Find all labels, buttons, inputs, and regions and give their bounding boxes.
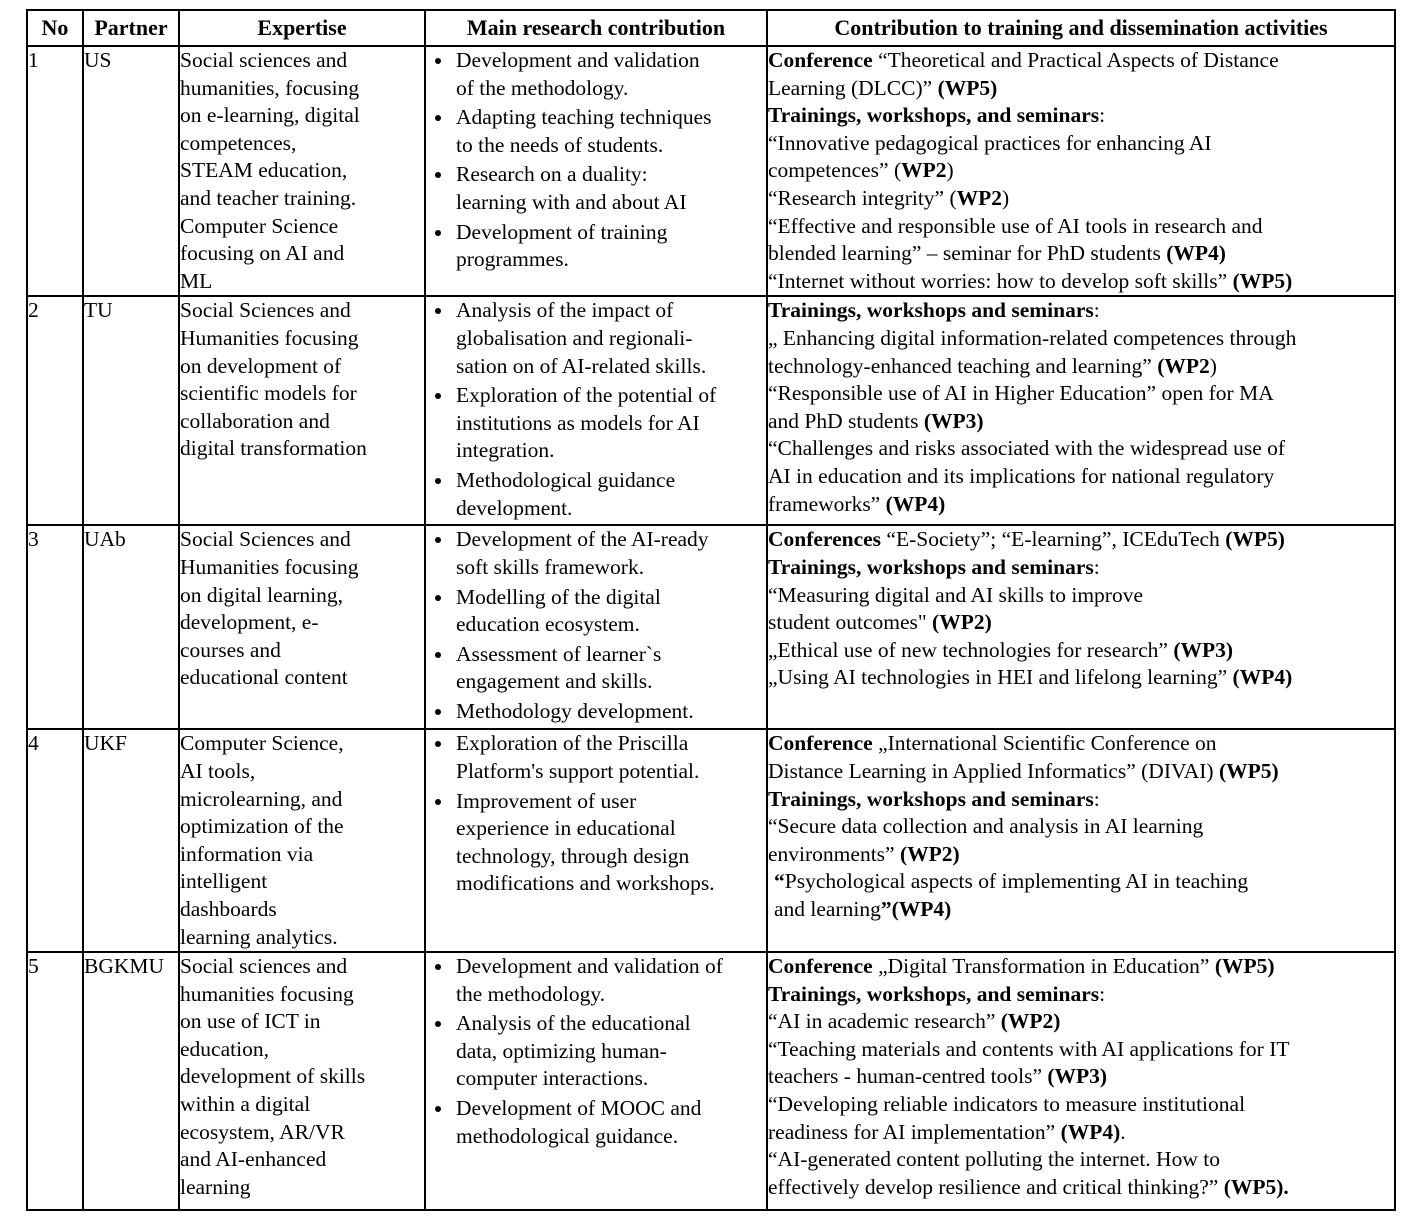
research-line: Methodological guidance	[456, 467, 676, 492]
expertise-cell	[179, 952, 425, 1210]
research-line: sation on of AI-related skills.	[456, 353, 707, 378]
research-bullet	[456, 953, 766, 1008]
conference-label: Conferences	[768, 527, 882, 552]
expertise-line: Social Sciences and	[180, 298, 351, 323]
expertise-line: scientific models for	[180, 381, 357, 406]
research-line: Improvement of user	[456, 788, 637, 813]
training-wp: (WP4)	[885, 491, 946, 516]
training-title: frameworks”	[768, 491, 886, 516]
expertise-line: microlearning, and	[180, 786, 343, 811]
training-title: „Using AI technologies in HEI and lifelong learning”	[768, 665, 1233, 690]
training-item	[768, 637, 1394, 665]
table-row	[27, 296, 1395, 525]
research-bullet	[456, 297, 766, 380]
research-list	[426, 47, 766, 274]
research-bullet	[456, 1010, 766, 1093]
expertise-line: collaboration and	[180, 408, 330, 433]
training-title: “Challenges and risks associated with the widespread use of	[768, 436, 1286, 461]
expertise-line: STEAM education,	[180, 158, 348, 183]
research-bullet	[456, 730, 766, 785]
research-bullet	[456, 219, 766, 274]
trainings-heading	[768, 786, 1394, 814]
training-item	[768, 435, 1394, 463]
training-item	[768, 240, 1394, 268]
training-wp: (WP2)	[932, 610, 992, 635]
research-line: Exploration of the Priscilla	[456, 731, 689, 756]
training-item	[768, 896, 1394, 924]
training-wp: (WP4)	[1166, 241, 1226, 266]
training-item	[768, 130, 1394, 158]
table-row	[27, 525, 1395, 729]
expertise-line: on use of ICT in	[180, 1009, 321, 1034]
header-partner: Partner	[83, 10, 179, 46]
research-line: of the methodology.	[456, 75, 629, 100]
research-line: Platform's support potential.	[456, 758, 700, 783]
research-line: Adapting teaching techniques	[456, 105, 712, 130]
training-title: “AI in academic research”	[768, 1009, 1001, 1034]
training-item	[768, 185, 1394, 213]
expertise-line: education,	[180, 1036, 269, 1061]
research-line: engagement and skills.	[456, 669, 653, 694]
training-wp: WP2	[901, 158, 947, 183]
training-title: “Innovative pedagogical practices for enhancing AI	[768, 130, 1212, 155]
expertise-line: learning analytics.	[180, 924, 338, 949]
training-title: blended learning” – seminar for PhD students	[768, 241, 1167, 266]
row-number: 4	[27, 729, 83, 952]
table-row	[27, 46, 1395, 296]
expertise-line: courses and	[180, 637, 281, 662]
training-item	[768, 609, 1394, 637]
training-title: “Internet without worries: how to develop soft skills”	[768, 268, 1233, 293]
training-wp: (WP2)	[1000, 1009, 1061, 1034]
training-item	[768, 582, 1394, 610]
research-cell	[425, 296, 767, 525]
trainings-heading	[768, 554, 1394, 582]
training-title: “Responsible use of AI in Higher Education” open for MA	[768, 381, 1274, 406]
expertise-line: digital transformation	[180, 436, 367, 461]
training-item	[768, 213, 1394, 241]
research-line: Development of the AI-ready	[456, 527, 709, 552]
research-line: integration.	[456, 438, 555, 463]
expertise-line: learning	[180, 1174, 251, 1199]
header-research: Main research contribution	[425, 10, 767, 46]
research-line: to the needs of students.	[456, 132, 664, 157]
training-wp: (WP4)	[1060, 1119, 1121, 1144]
research-line: globalisation and regionali-	[456, 325, 693, 350]
expertise-line: ML	[180, 268, 213, 293]
research-line: soft skills framework.	[456, 554, 645, 579]
conference-line	[768, 953, 1394, 981]
research-line: Research on a duality:	[456, 162, 648, 187]
training-title: “AI-generated content polluting the internet. How to	[768, 1147, 1220, 1172]
training-item	[768, 1036, 1394, 1064]
research-line: Development of training	[456, 219, 668, 244]
research-cell	[425, 952, 767, 1210]
research-line: Development and validation of	[456, 954, 723, 979]
expertise-line: within a digital	[180, 1092, 311, 1117]
research-line: Methodology development.	[456, 698, 694, 723]
training-item	[768, 325, 1394, 353]
trainings-colon: :	[1093, 298, 1100, 323]
training-title: „Ethical use of new technologies for research”	[768, 637, 1174, 662]
research-bullet	[456, 584, 766, 639]
expertise-line: intelligent	[180, 869, 268, 894]
expertise-line: information via	[180, 841, 314, 866]
conference-line	[768, 730, 1394, 758]
training-title: Psychological aspects of implementing AI in teaching	[784, 869, 1249, 894]
training-title: “Measuring digital and AI skills to improve	[768, 582, 1144, 607]
training-item	[768, 868, 1394, 896]
training-wp: (WP2	[1157, 353, 1210, 378]
expertise-line: focusing on AI and	[180, 241, 345, 266]
header-expertise: Expertise	[179, 10, 425, 46]
training-item	[768, 491, 1394, 519]
row-number: 1	[27, 46, 83, 296]
training-title: AI in education and its implications for national regulatory	[768, 463, 1275, 488]
training-item	[768, 1091, 1394, 1119]
trainings-label: Trainings, workshops and seminars	[768, 298, 1094, 323]
conference-wp: (WP5)	[937, 75, 998, 100]
trainings-colon: :	[1093, 554, 1100, 579]
expertise-line: development of skills	[180, 1064, 366, 1089]
training-title: and PhD students	[768, 408, 924, 433]
table-row	[27, 729, 1395, 952]
training-item	[768, 664, 1394, 692]
research-bullet	[456, 788, 766, 898]
research-list	[426, 526, 766, 725]
expertise-line: Computer Science	[180, 213, 339, 238]
training-cell	[767, 296, 1395, 525]
expertise-line: Humanities focusing	[180, 554, 359, 579]
row-number: 5	[27, 952, 83, 1210]
expertise-line: development, e-	[180, 610, 319, 635]
training-title: and learning	[774, 896, 881, 921]
training-item	[768, 463, 1394, 491]
research-line: modifications and workshops.	[456, 871, 715, 896]
expertise-line: on e-learning, digital	[180, 103, 360, 128]
training-title: student outcomes"	[768, 610, 933, 635]
training-item	[768, 157, 1394, 185]
training-cell	[767, 525, 1395, 729]
research-bullet	[456, 698, 766, 726]
training-item	[768, 1119, 1394, 1147]
expertise-line: Humanities focusing	[180, 325, 359, 350]
training-title: “Research integrity” (	[768, 185, 957, 210]
conference-label: Conference	[768, 954, 873, 979]
conference-title: „International Scientific Conference on	[872, 731, 1217, 756]
conference-wp: (WP5)	[1214, 954, 1275, 979]
expertise-line: on development of	[180, 353, 342, 378]
research-line: Assessment of learner`s	[456, 641, 662, 666]
training-title: environments”	[768, 841, 900, 866]
training-wp: (WP3)	[923, 408, 984, 433]
training-title: technology-enhanced teaching and learning”	[768, 353, 1158, 378]
training-title: competences” (	[768, 158, 902, 183]
partners-table	[26, 9, 1396, 1211]
conference-wp: (WP5)	[1225, 527, 1285, 552]
expertise-line: on digital learning,	[180, 582, 344, 607]
header-row	[27, 10, 1395, 46]
partner-name: US	[83, 46, 179, 296]
training-item	[768, 1174, 1394, 1202]
research-line: technology, through design	[456, 843, 690, 868]
research-line: Analysis of the educational	[456, 1011, 691, 1036]
training-item	[768, 1146, 1394, 1174]
training-title: readiness for AI implementation”	[768, 1119, 1061, 1144]
research-line: institutions as models for AI	[456, 410, 700, 435]
trainings-colon: :	[1093, 786, 1100, 811]
research-line: experience in educational	[456, 816, 676, 841]
research-cell	[425, 729, 767, 952]
research-cell	[425, 525, 767, 729]
conference-title: Learning (DLCC)”	[768, 75, 938, 100]
expertise-cell	[179, 46, 425, 296]
expertise-line: Computer Science,	[180, 731, 344, 756]
conference-line	[768, 758, 1394, 786]
conference-label: Conference	[768, 48, 873, 72]
training-tail: )	[946, 158, 954, 183]
research-line: Exploration of the potential of	[456, 383, 717, 408]
research-bullet	[456, 161, 766, 216]
research-list	[426, 953, 766, 1150]
training-wp: (WP4)	[1232, 665, 1293, 690]
row-number: 2	[27, 296, 83, 525]
training-tail: .	[1120, 1119, 1126, 1144]
expertise-cell	[179, 296, 425, 525]
training-wp: (WP5)	[1232, 268, 1293, 293]
research-line: learning with and about AI	[456, 189, 687, 214]
research-line: Analysis of the impact of	[456, 298, 674, 323]
training-tail: )	[1002, 185, 1010, 210]
conference-title: Distance Learning in Applied Informatics” (DIVAI)	[768, 758, 1219, 783]
research-bullet	[456, 467, 766, 522]
trainings-heading	[768, 297, 1394, 325]
training-wp: WP2	[956, 185, 1003, 210]
training-item	[768, 1063, 1394, 1091]
training-title: effectively develop resilience and critical thinking?”	[768, 1174, 1224, 1199]
training-tail: )	[1209, 353, 1217, 378]
expertise-line: Social Sciences and	[180, 527, 351, 552]
training-cell	[767, 46, 1395, 296]
trainings-colon: :	[1099, 103, 1106, 128]
training-wp: (WP3)	[1047, 1064, 1108, 1089]
training-wp: (WP2)	[899, 841, 960, 866]
training-quote: “	[774, 869, 785, 894]
row-number: 3	[27, 525, 83, 729]
research-line: Development of MOOC and	[456, 1096, 702, 1121]
research-list	[426, 297, 766, 522]
research-line: Development and validation	[456, 48, 700, 72]
research-bullet	[456, 1095, 766, 1150]
research-bullet	[456, 526, 766, 581]
research-list	[426, 730, 766, 898]
conference-wp: (WP5)	[1218, 758, 1279, 783]
research-bullet	[456, 47, 766, 102]
trainings-label: Trainings, workshops, and seminars	[768, 103, 1100, 128]
table-row	[27, 952, 1395, 1210]
expertise-line: and teacher training.	[180, 185, 357, 210]
research-bullet	[456, 104, 766, 159]
training-item	[768, 408, 1394, 436]
conference-title: “E-Society”; “E-learning”, ICEduTech	[881, 527, 1226, 552]
research-bullet	[456, 641, 766, 696]
trainings-heading	[768, 981, 1394, 1009]
research-cell	[425, 46, 767, 296]
research-line: development.	[456, 495, 573, 520]
partner-name: TU	[83, 296, 179, 525]
expertise-cell	[179, 525, 425, 729]
conference-label: Conference	[768, 731, 873, 756]
training-wp: (WP5).	[1223, 1174, 1289, 1199]
training-wp: ”(WP4)	[880, 896, 952, 921]
training-item	[768, 380, 1394, 408]
expertise-line: humanities, focusing	[180, 75, 360, 100]
trainings-label: Trainings, workshops and seminars	[768, 554, 1094, 579]
research-line: computer interactions.	[456, 1066, 649, 1091]
expertise-line: Social sciences and	[180, 48, 348, 72]
research-line: the methodology.	[456, 981, 606, 1006]
training-title: „ Enhancing digital information-related competences through	[768, 325, 1297, 350]
training-title: teachers - human-centred tools”	[768, 1064, 1048, 1089]
research-line: education ecosystem.	[456, 612, 640, 637]
trainings-label: Trainings, workshops and seminars	[768, 786, 1094, 811]
conference-line	[768, 526, 1394, 554]
header-training: Contribution to training and dissemination activities	[767, 10, 1395, 46]
trainings-label: Trainings, workshops, and seminars	[768, 981, 1100, 1006]
training-title: “Effective and responsible use of AI tools in research and	[768, 213, 1263, 238]
conference-line	[768, 75, 1394, 103]
training-item	[768, 353, 1394, 381]
training-item	[768, 841, 1394, 869]
partner-name: UKF	[83, 729, 179, 952]
research-line: Modelling of the digital	[456, 584, 661, 609]
expertise-cell	[179, 729, 425, 952]
trainings-heading	[768, 102, 1394, 130]
expertise-line: competences,	[180, 130, 297, 155]
research-line: programmes.	[456, 247, 569, 272]
conference-title: “Theoretical and Practical Aspects of Distance	[872, 48, 1279, 72]
training-item	[768, 268, 1394, 296]
expertise-line: dashboards	[180, 896, 277, 921]
training-cell	[767, 952, 1395, 1210]
training-item	[768, 813, 1394, 841]
expertise-line: optimization of the	[180, 814, 344, 839]
expertise-line: ecosystem, AR/VR	[180, 1119, 345, 1144]
training-wp: (WP3)	[1173, 637, 1234, 662]
conference-line	[768, 47, 1394, 75]
training-title: “Teaching materials and contents with AI applications for IT	[768, 1036, 1290, 1061]
trainings-colon: :	[1099, 981, 1106, 1006]
conference-title: „Digital Transformation in Education”	[872, 954, 1215, 979]
research-line: data, optimizing human-	[456, 1038, 667, 1063]
header-no: No	[27, 10, 83, 46]
research-line: methodological guidance.	[456, 1123, 679, 1148]
partner-name: UAb	[83, 525, 179, 729]
training-title: “Secure data collection and analysis in AI learning	[768, 814, 1204, 839]
research-bullet	[456, 382, 766, 465]
training-item	[768, 1008, 1394, 1036]
expertise-line: and AI-enhanced	[180, 1147, 327, 1172]
partner-name: BGKMU	[83, 952, 179, 1210]
expertise-line: humanities focusing	[180, 981, 354, 1006]
training-cell	[767, 729, 1395, 952]
expertise-line: AI tools,	[180, 758, 256, 783]
training-title: “Developing reliable indicators to measure institutional	[768, 1092, 1246, 1117]
expertise-line: educational content	[180, 665, 348, 690]
expertise-line: Social sciences and	[180, 954, 348, 979]
